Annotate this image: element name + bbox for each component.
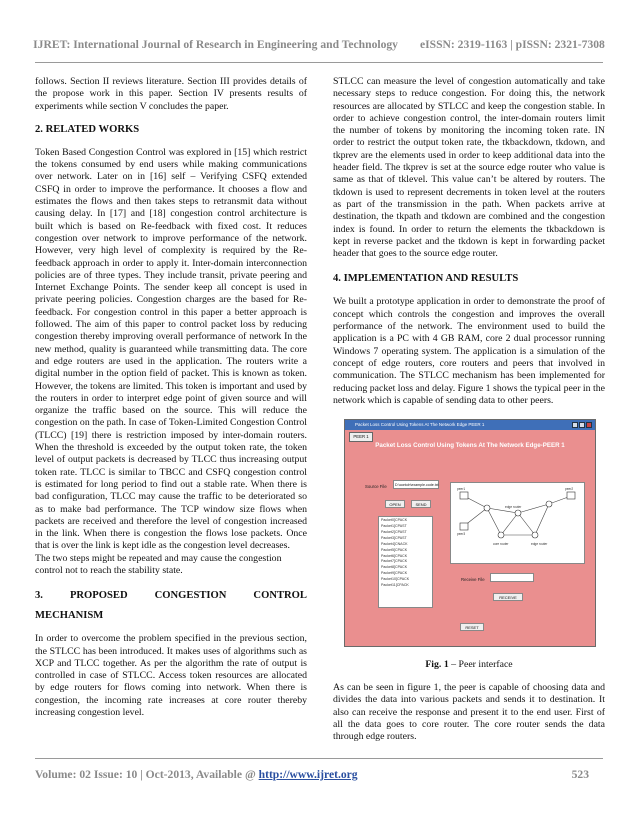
figure-caption-text: – Peer interface <box>448 659 513 671</box>
figure-reset-button: RESET <box>460 623 484 631</box>
net-node <box>546 501 552 507</box>
figure-app-heading: Packet Loss Control Using Tokens At The Network Edge-PEER 1 <box>375 442 565 450</box>
section-3-heading-line2: MECHANISM <box>35 610 104 622</box>
page-footer <box>35 768 603 781</box>
issn: eISSN: 2319-1163 | pISSN: 2321-7308 <box>419 38 605 51</box>
figure-window-titlebar <box>345 420 595 430</box>
figure-receive-button: RECEIVE <box>493 593 523 601</box>
intro-paragraph: follows. Section II reviews literature. Section III provides details of the propose work in this paper. Section IV presents results of experiments while section V concludes the paper. <box>35 76 307 112</box>
journal-name: IJRET: International Journal of Research in Engineering and Technology <box>33 38 398 51</box>
net-node <box>498 532 504 538</box>
close-icon <box>586 422 592 428</box>
net-node <box>515 510 521 516</box>
left-column <box>35 76 307 719</box>
net-label: core router <box>493 542 509 547</box>
footer-link[interactable]: http://www.ijret.org <box>258 768 358 781</box>
footer-volume: Volume: 02 Issue: 10 | Oct-2013, Available @ <box>35 768 259 781</box>
packet-list-item: Packet3[CPAST <box>381 535 407 540</box>
section-4-heading: 4. IMPLEMENTATION AND RESULTS <box>333 273 519 285</box>
section-3-heading <box>35 589 307 603</box>
section-2-tail: The two steps might be repeated and may cause the congestion control not to reach the stability state. <box>35 552 282 576</box>
section-2-body: Token Based Congestion Control was explored in [15] which restrict the tokens consumed by end users while making communications over network. Later on in [16] self – Verifying CSFQ extended CSFQ in order to improve the performance. It chooses a flow and estimates the flows and then takes steps to retransmit data without causing delay. In [17] and [18] congestion control architecture is built which is based on Re-feedback with fixed cost. It reduces congestion over network to improve performance of the network. However, very high level of complexity is required by the Re-feedback approach in order to apply it. Inter-domain interconnection policies are of three types. They include transit, private peering and Internet Exchange Points. The sender keep all concept is used in private peering policies. Congestion charges are the based for Re-feedback. For congestion control in this paper a better approach is followed. The aim of this paper to control packet loss by reducing congestion thereby improving overall performance of network In the new method, quality is guaranteed while transmitting data. The core and edge routers are used in the application. The routers write a digital number in the option field of packet. This is known as token. However, the tokens are limited. This token is important and used by the routers in order to interpret edge point of given source and will organize the traffic based on the source. This will reduce the congestion on the path. In case of Token-Limited Congestion Control (TLCC) [19] there is restriction imposed by inter-domain routers. When the threshold is exceeded by the output token rate, the token level of output packets is decreased by TLCC thus increasing output token rate. TLCC is similar to TBCC and CSFQ congestion control is estimated for long period to find out a stable rate. When there is bad configuration, TLCC may cause the traffic to be deteriorated so as to make bad performance. The TCP window size flows when packets are received and therefore the level of congestion increased in the link. When there is congestion the flows lose packets. Once that is over the link is kept idle as the congestion level decreases. <box>35 146 307 552</box>
net-label: peer1 <box>457 487 466 492</box>
packet-list-item: Packet7[CPACK <box>381 559 408 564</box>
figure-peer-tab: PEER 1 <box>349 432 373 442</box>
right-column <box>333 76 605 744</box>
net-node <box>484 505 490 511</box>
figure-packet-list <box>378 516 433 608</box>
section-3-word: 3. <box>35 590 43 602</box>
maximize-icon <box>579 422 585 428</box>
packet-list-item: Packet2[CPAST <box>381 529 407 534</box>
packet-list-item: Packet4[CNACK <box>381 541 408 546</box>
section-3-body: In order to overcome the problem specified in the previous section, the STLCC has been introduced. It makes uses of algorithms such as XCP and TLCC together. As per the algorithm the rate of output is controlled in case of STLCC. Access token resources are allocated by edge routers for flows coming into network. When there is congestion, the incoming rate increases at core router thereby increasing congestion level. <box>35 633 307 719</box>
packet-list-item: Packet6[CPACK <box>381 553 408 558</box>
right-paragraph-2: We built a prototype application in order to demonstrate the proof of concept which controls the congestion and improves the overall performance of the network. The environment used to build the application is a PC with 4 GB RAM, core 2 dual processor running Windows 7 operating system. The application is a simulation of the concept of edge routers, core routers and peers that involved in communication. The STLCC mechanism has been implemented for reducing packet loss and delay. Figure 1 shows the typical peer in the network which is capable of sending data to other peers. <box>333 296 605 406</box>
net-label: edge router <box>505 505 522 510</box>
net-label: edge router <box>531 542 548 547</box>
right-paragraph-3: As can be seen in figure 1, the peer is capable of choosing data and divides the data into various packets and sends it to destination. It also can receive the response and present it to the end user. First of all the data goes to core router. The core router sends the data through edge routers. <box>333 682 605 743</box>
figure-source-input: D:\contoh\example.code.txt <box>393 480 439 489</box>
packet-list-item: Packet0[CPACK <box>381 518 408 523</box>
packet-list-item: Packet1[CPAST <box>381 524 407 529</box>
net-node <box>532 532 538 538</box>
figure-receive-label: Receive File <box>461 577 485 583</box>
section-3-word: CONTROL <box>253 590 307 602</box>
packet-list-item: Packet10[CPACK <box>381 577 410 582</box>
packet-list-item: Packet8[CPACK <box>381 565 408 570</box>
net-node <box>567 492 575 499</box>
packet-list-item: Packet9[CPACK <box>381 571 408 576</box>
section-2-heading: 2. RELATED WORKS <box>35 123 140 135</box>
running-header <box>0 38 638 51</box>
figure-window-title: Packet Loss Control Using Tokens At The Network Edge PEER 1 <box>355 422 485 428</box>
figure-send-button: SEND <box>411 500 431 508</box>
header-rule <box>35 62 603 63</box>
footer-rule <box>35 758 603 759</box>
minimize-icon <box>572 422 578 428</box>
net-node <box>460 523 468 530</box>
figure-source-label: Source File <box>365 484 387 490</box>
packet-list-item: Packet11[CPACK <box>381 583 409 588</box>
packet-list-item: Packet5[CPACK <box>381 547 408 552</box>
figure-open-button: OPEN <box>385 500 405 508</box>
net-node <box>460 492 468 499</box>
figure-receive-input <box>490 573 534 582</box>
figure-1-caption <box>333 659 605 670</box>
figure-network-diagram <box>450 482 585 564</box>
net-label: peer3 <box>457 532 466 537</box>
net-label: peer2 <box>565 487 574 492</box>
section-3-word: CONGESTION <box>154 590 227 602</box>
figure-1-screenshot <box>344 419 596 647</box>
page-number: 523 <box>571 768 589 781</box>
right-paragraph-1: STLCC can measure the level of congestion automatically and take necessary steps to reduce congestion. For doing this, the network resources are allocated by STLCC and keep the congestion stable. In order to achieve congestion control, the inter-domain routers limit the number of tokens by monitoring the incoming token rate. IN order to restrict the output token rate, the tkbackdown, tkdown, and tkprev are the elements used in order to keep additional data into the header field. The tkprev is set at the source edge router who value is same as that of tklevel. This value can’t be altered by routers. The tkdown is used to represent decrements in token level at the routers as part of the transmission in the path. When packets arrive at destination, the tkpath and tkdown are combined and the congestion index is found. In order to return the elements the tkbackdown is kept in reverse packet and the tkdown is kept in forwarding packet header that goes to the source edge router. <box>333 76 605 260</box>
network-graph <box>451 483 584 563</box>
section-3-word: PROPOSED <box>69 590 128 602</box>
figure-label: Fig. 1 <box>425 659 449 671</box>
